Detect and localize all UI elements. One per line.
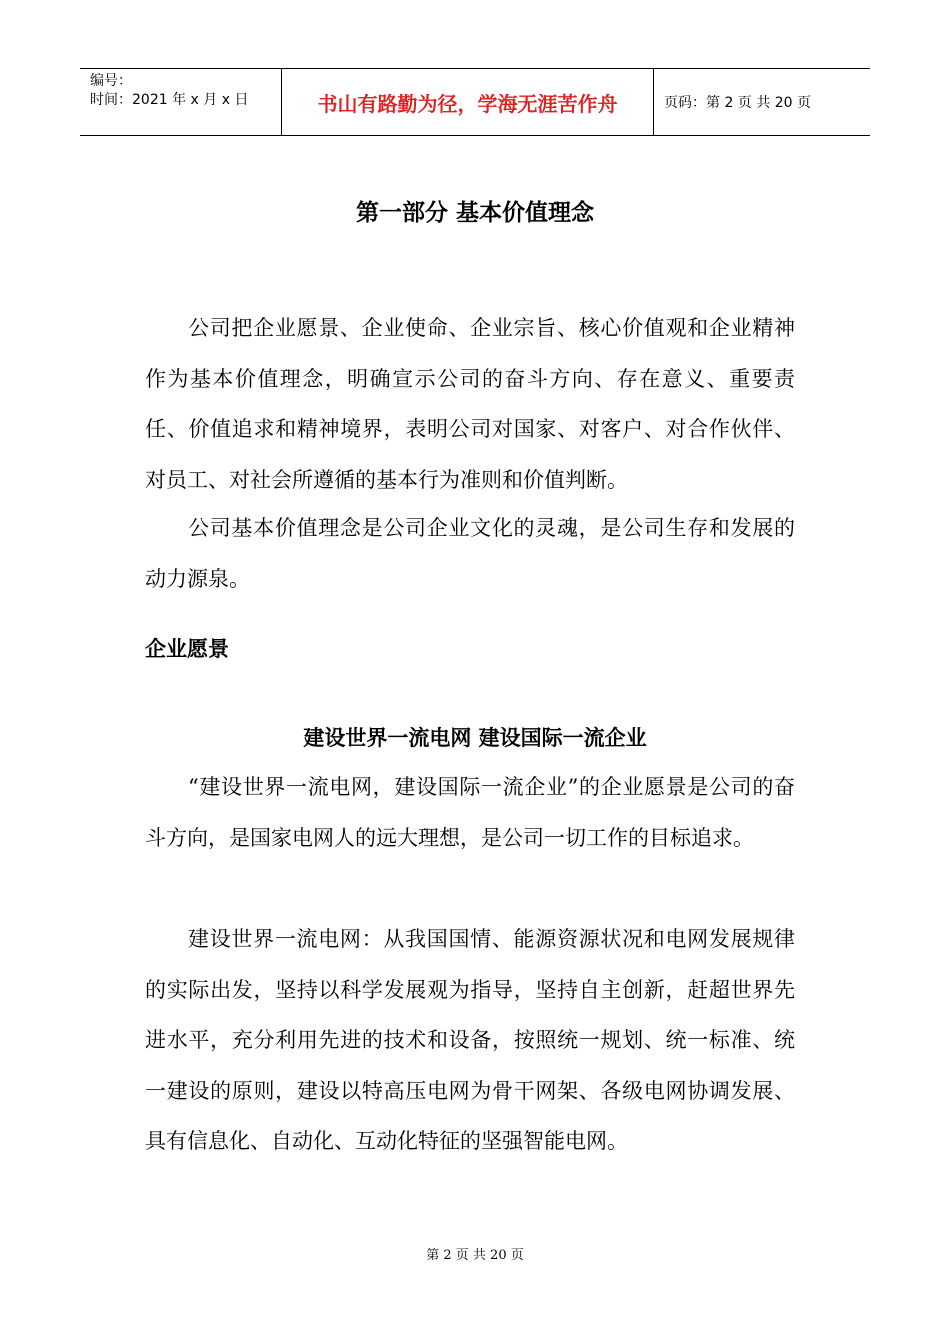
paragraph-grid: 建设世界一流电网：从我国国情、能源资源状况和电网发展规律的实际出发，坚持以科学发展观为指导，坚持自主创新，赶超世界先进水平，充分利用先进的技术和设备，按照统一规划、统一标准、统一建设的原则，建设以特高压电网为骨干网架、各级电网协调发展、具有信息化、自动化、互动化特征的坚强智能电网。 [145,927,795,1153]
header-page-info: 页码：第 2 页 共 20 页 [664,95,811,111]
document-time-label: 时间：2021 年 x 月 x 日 [90,92,249,108]
header-meta [80,69,281,135]
page-footer: 第 2 页 共 20 页 [426,1248,524,1263]
document-number-label: 编号： [90,73,132,89]
paragraph-soul: 公司基本价值理念是公司企业文化的灵魂，是公司生存和发展的动力源泉。 [145,516,795,591]
paragraph-vision: “建设世界一流电网，建设国际一流企业”的企业愿景是公司的奋斗方向，是国家电网人的远大理想，是公司一切工作的目标追求。 [145,775,795,850]
document-title: 第一部分 基本价值理念 [355,200,594,226]
page-header [80,68,870,136]
header-motto: 书山有路勤为径，学海无涯苦作舟 [281,69,654,135]
section-heading: 企业愿景 [145,637,229,661]
paragraph-intro: 公司把企业愿景、企业使命、企业宗旨、核心价值观和企业精神作为基本价值理念，明确宣示公司的奋斗方向、存在意义、重要责任、价值追求和精神境界，表明公司对国家、对客户、对合作伙伴、对员工、对社会所遵循的基本行为准则和价值判断。 [145,316,795,492]
section-subtitle: 建设世界一流电网 建设国际一流企业 [303,726,647,750]
